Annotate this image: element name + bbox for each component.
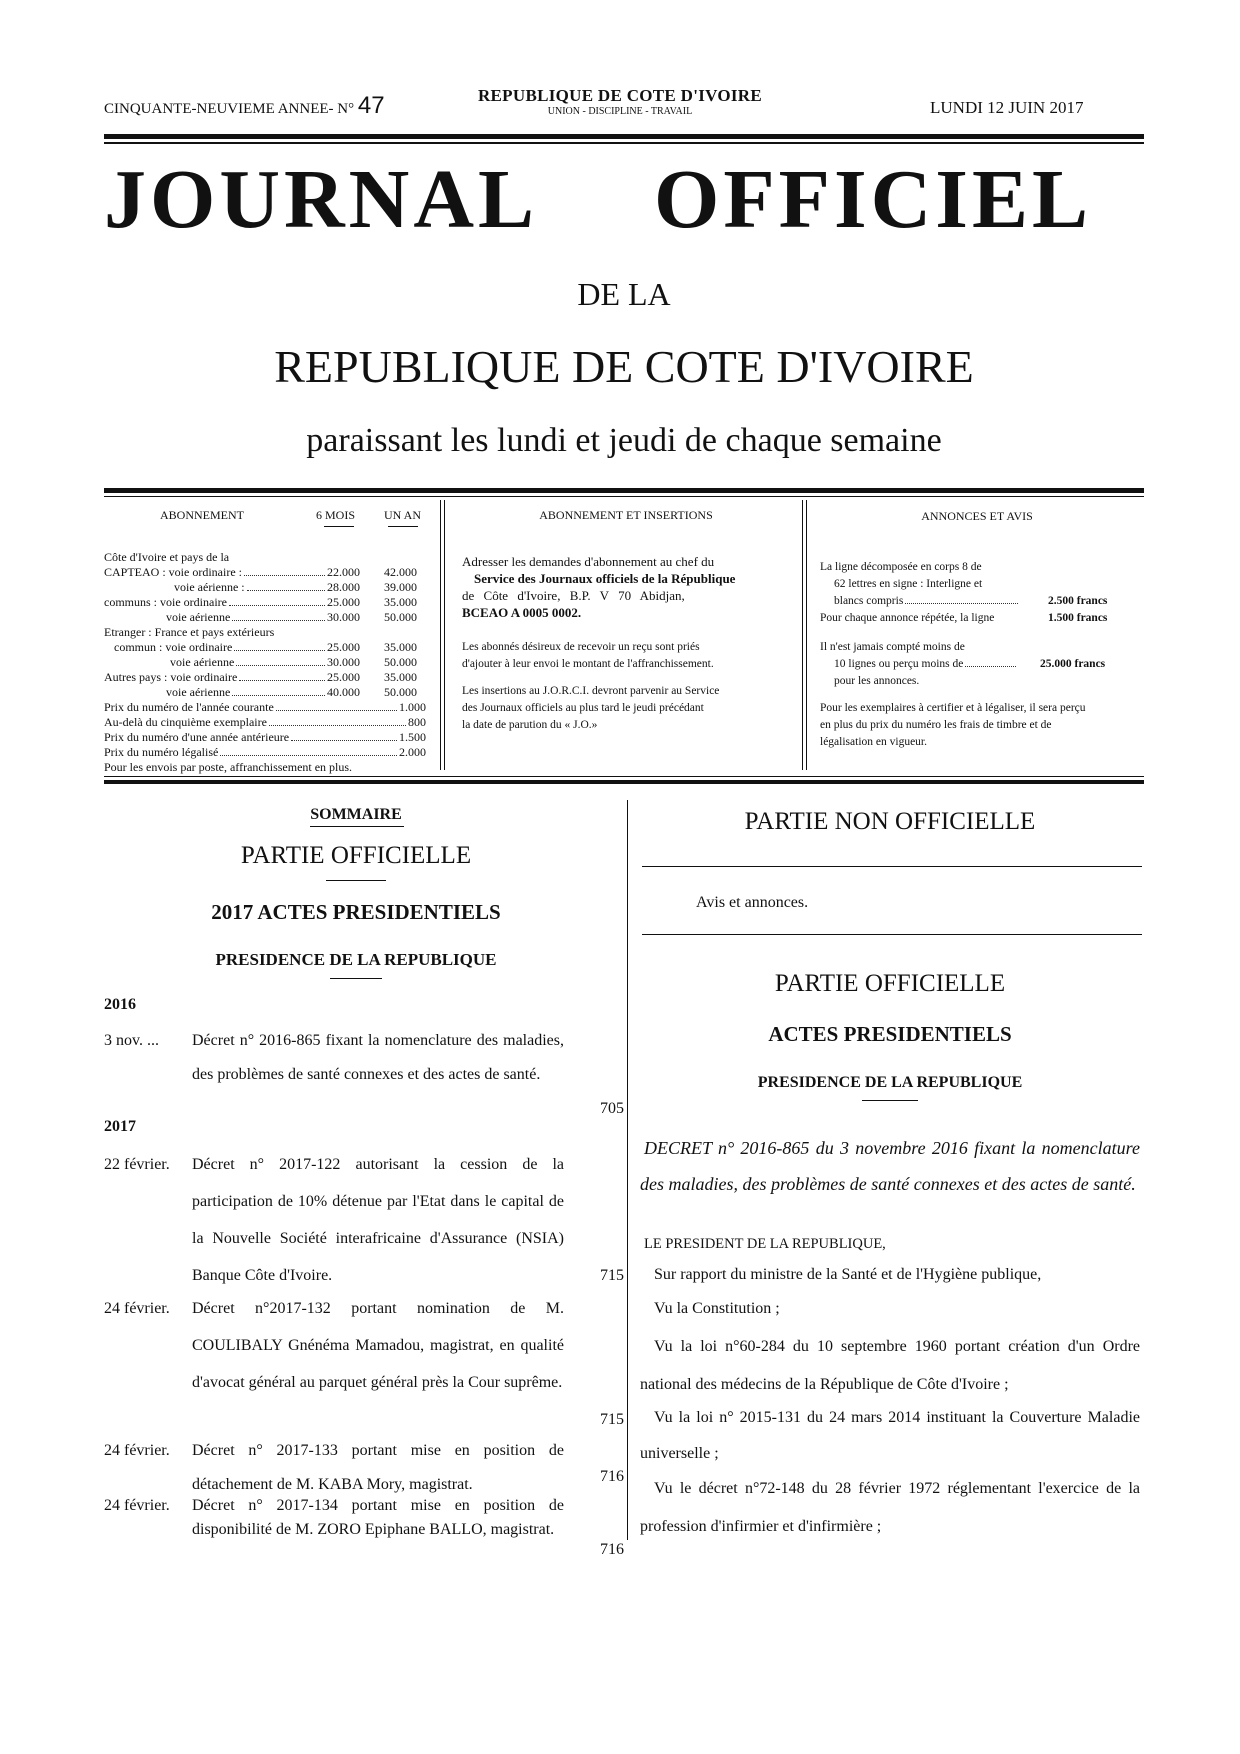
decret-title: DECRET n° 2016-865 du 3 novembre 2016 fixant la nomenclature des maladies, des problèmes de santé connexes et des actes de santé. [640, 1138, 1140, 1194]
abonnement-row-3: communs : voie ordinaire 25.000 35.000 [104, 595, 417, 609]
abonnement-intro: Côte d'Ivoire et pays de la [104, 550, 230, 564]
toc-entry-1-text: Décret n° 2016-865 fixant la nomenclature des maladies, des problèmes de santé connexes et des actes de santé. [192, 1032, 564, 1083]
insertions-p1c: de Côte d'Ivoire, B.P. V 70 Abidjan, [462, 588, 685, 603]
box-rule-bottom-thick [104, 780, 1144, 784]
sommaire-year-2017: 2017 [104, 1118, 136, 1135]
box-separator-2 [802, 500, 803, 770]
annonces-l1: La ligne décomposée en corps 8 de [820, 561, 982, 573]
partie-non-officielle: PARTIE NON OFFICIELLE [744, 808, 1036, 835]
insertions-p1d: BCEAO A 0005 0002. [462, 605, 582, 620]
abonnement-box [104, 508, 434, 775]
toc-entry-1 [104, 1024, 624, 1134]
toc-entry-2 [104, 1146, 624, 1286]
sommaire-partie-rule [326, 880, 386, 881]
republic-name: REPUBLIQUE DE COTE D'IVOIRE [477, 86, 763, 105]
sommaire-actes: 2017 ACTES PRESIDENTIELS [211, 900, 501, 924]
avis-et-annonces: Avis et annonces. [696, 894, 809, 911]
annonces-l8: Pour les exemplaires à certifier et à légaliser, il sera perçu [820, 702, 1086, 714]
toc-entry-2-text: Décret n° 2017-122 autorisant la cession de la participation de 10% détenue par l'Etat dans le capital de la Nouvelle Société interafricaine d'Assurance (NSIA) Banque Côte d'Ivoire. [192, 1156, 564, 1284]
masthead-country: REPUBLIQUE DE COTE D'IVOIRE [274, 341, 974, 392]
toc-entry-5-text: Décret n° 2017-134 portant mise en position de disponibilité de M. ZORO Epiphane BALLO, magistrat. [192, 1497, 564, 1538]
le-president: LE PRESIDENT DE LA REPUBLIQUE, [644, 1236, 886, 1252]
toc-entry-3-page: 715 [600, 1411, 624, 1428]
toc-entry-2-page: 715 [600, 1267, 624, 1284]
box-separator-2b [806, 500, 807, 770]
toc-entry-4 [104, 1434, 624, 1498]
abonnement-row-5: commun : voie ordinaire 25.000 35.000 [114, 640, 417, 654]
abonnement-col-6mois: 6 MOIS [316, 508, 356, 522]
insertions-p2b: d'ajouter à leur envoi le montant de l'affranchissement. [462, 658, 714, 670]
box-rule-top-thin [104, 496, 1144, 497]
toc-entry-5-page: 716 [600, 1541, 624, 1558]
header-rule-thick [104, 134, 1144, 139]
annonces-box [820, 508, 1134, 751]
toc-entry-5 [104, 1494, 624, 1564]
abonnement-row-1: CAPTEAO : voie ordinaire : 22.000 42.000 [104, 565, 417, 579]
abonnement-envois: Pour les envois par poste, affranchissement en plus. [104, 760, 353, 774]
box-rule-top-thick [104, 488, 1144, 493]
issue-number-line [104, 92, 385, 120]
abonnement-row-8: voie aérienne 40.000 50.000 [166, 685, 417, 699]
annonces-head: ANNONCES ET AVIS [921, 509, 1033, 523]
sommaire-title: SOMMAIRE [310, 806, 402, 823]
sommaire-year-2016: 2016 [104, 996, 136, 1013]
toc-entry-3 [104, 1290, 624, 1430]
toc-entry-2-date: 22 février. [104, 1156, 170, 1173]
abonnement-col-unan: UN AN [384, 508, 422, 522]
masthead-tagline: paraissant les lundi et jeudi de chaque semaine [306, 422, 942, 459]
insertions-p1a: Adresser les demandes d'abonnement au chef du [462, 554, 715, 569]
masthead-de-la: DE LA [577, 276, 671, 312]
insertions-p1b: Service des Journaux officiels de la République [474, 571, 736, 586]
annonces-l10: légalisation en vigueur. [820, 736, 927, 748]
masthead-title-right: OFFICIEL [654, 153, 1093, 246]
toc-entry-3-text: Décret n°2017-132 portant nomination de M. COULIBALY Gnénéma Mamadou, magistrat, en qualité d'avocat général au parquet général près la Cour suprême. [192, 1300, 564, 1391]
toc-entry-3-date: 24 février. [104, 1300, 170, 1317]
para-constitution: Vu la Constitution ; [654, 1300, 780, 1317]
sommaire-partie: PARTIE OFFICIELLE [240, 842, 472, 869]
box-separator-1b [444, 500, 445, 770]
para-loi-2015: Vu la loi n° 2015-131 du 24 mars 2014 instituant la Couverture Maladie universelle ; [640, 1409, 1140, 1462]
box-rule-bottom-thin [104, 776, 1144, 777]
toc-entry-5-date: 24 février. [104, 1497, 170, 1514]
abonnement-etranger: Etranger : France et pays extérieurs [104, 625, 275, 639]
para-rapport: Sur rapport du ministre de la Santé et de l'Hygiène publique, [654, 1266, 1042, 1283]
prix-row-4: Prix du numéro légalisé 2.000 [104, 745, 426, 759]
non-officielle-rule [642, 866, 1142, 867]
insertions-p3b: des Journaux officiels au plus tard le jeudi précédant [462, 702, 704, 714]
insertions-head: ABONNEMENT ET INSERTIONS [539, 508, 713, 522]
insertions-p3c: la date de parution du « J.O.» [462, 719, 598, 731]
sommaire-presidence: PRESIDENCE DE LA REPUBLIQUE [215, 950, 497, 969]
insertions-p2a: Les abonnés désireux de recevoir un reçu sont priés [462, 641, 700, 653]
issue-label: CINQUANTE-NEUVIEME ANNEE- N° [104, 101, 355, 117]
box-separator-1 [440, 500, 441, 770]
prix-row-2: Au-delà du cinquième exemplaire 800 [104, 715, 426, 729]
abonnement-head: ABONNEMENT [160, 508, 244, 522]
annonces-row-repetee: Pour chaque annonce répétée, la ligne 1.500 francs [820, 612, 1108, 624]
toc-entry-4-date: 24 février. [104, 1442, 170, 1459]
abonnement-row-7: Autres pays : voie ordinaire 25.000 35.000 [104, 670, 417, 684]
header-rule-thin [104, 142, 1144, 144]
right-partie-officielle: PARTIE OFFICIELLE [774, 970, 1006, 997]
right-presidence: PRESIDENCE DE LA REPUBLIQUE [757, 1074, 1023, 1091]
insertions-box [462, 508, 790, 734]
right-presidence-rule [862, 1100, 918, 1101]
para-loi-1960: Vu la loi n°60-284 du 10 septembre 1960 portant création d'un Ordre national des médecins de la République de Côte d'Ivoire ; [640, 1338, 1140, 1393]
abonnement-row-4: voie aérienne 30.000 50.000 [166, 610, 417, 624]
toc-entry-4-text: Décret n° 2017-133 portant mise en position de détachement de M. KABA Mory, magistrat. [192, 1442, 564, 1493]
abonnement-row-2: voie aérienne : 28.000 39.000 [174, 580, 417, 594]
prix-row-1: Prix du numéro de l'année courante 1.000 [104, 700, 426, 714]
issue-number: 47 [357, 92, 385, 119]
annonces-row-blancs: blancs compris 2.500 francs [834, 595, 1108, 607]
annonces-l9: en plus du prix du numéro les frais de timbre et de [820, 719, 1052, 731]
issue-date: LUNDI 12 JUIN 2017 [930, 98, 1084, 117]
toc-entry-1-date: 3 nov. ... [104, 1032, 159, 1049]
annonces-l2: 62 lettres en signe : Interligne et [834, 578, 983, 590]
masthead-title-left: JOURNAL [104, 153, 539, 246]
para-decret-1972: Vu le décret n°72-148 du 28 février 1972 réglementant l'exercice de la profession d'infirmier et d'infirmière ; [640, 1480, 1140, 1535]
annonces-row-moins: 10 lignes ou perçu moins de 25.000 francs [834, 658, 1106, 670]
prix-row-3: Prix du numéro d'une année antérieure 1.500 [104, 730, 426, 744]
right-actes-presidentiels: ACTES PRESIDENTIELS [768, 1022, 1012, 1046]
sommaire-presidence-rule [330, 978, 382, 979]
republic-header [440, 86, 800, 117]
annonces-l7: pour les annonces. [834, 675, 920, 687]
avis-rule [642, 934, 1142, 935]
sommaire-underline [310, 826, 404, 827]
annonces-l5: Il n'est jamais compté moins de [820, 641, 965, 653]
column-divider [627, 800, 628, 1540]
motto: UNION - DISCIPLINE - TRAVAIL [547, 106, 693, 117]
toc-entry-4-page: 716 [600, 1468, 624, 1485]
insertions-p3a: Les insertions au J.O.R.C.I. devront parvenir au Service [462, 685, 720, 697]
abonnement-row-6: voie aérienne 30.000 50.000 [170, 655, 417, 669]
toc-entry-1-page: 705 [600, 1100, 624, 1117]
